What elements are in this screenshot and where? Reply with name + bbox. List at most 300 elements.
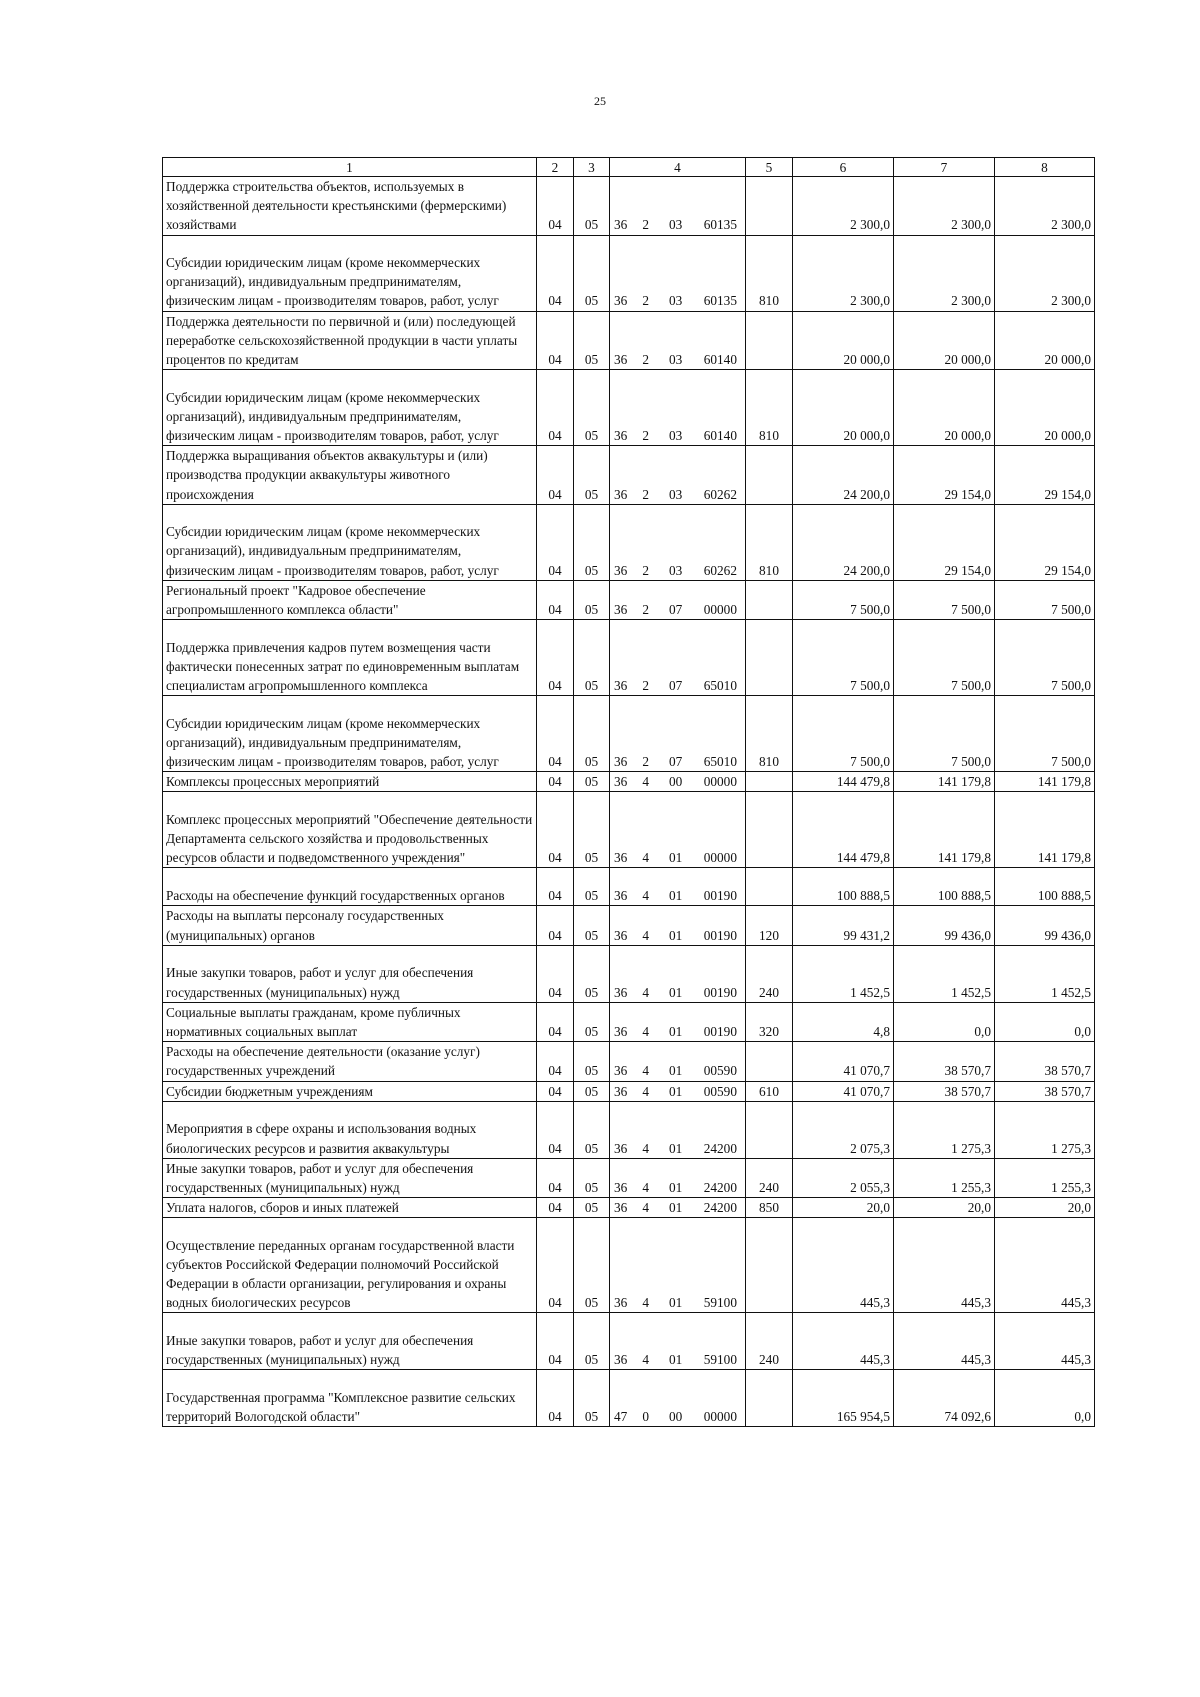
amount-col-8: 20 000,0: [995, 370, 1095, 446]
amount-col-6: 2 300,0: [793, 177, 894, 236]
target-article-part: 36: [614, 1352, 628, 1368]
target-article-code: [610, 1198, 746, 1218]
amount-col-6: 7 500,0: [793, 696, 894, 772]
amount-col-7: 2 300,0: [894, 177, 995, 236]
section-code: 04: [537, 504, 574, 580]
amount-col-8: 1 452,5: [995, 945, 1095, 1002]
target-article-part: 36: [614, 1180, 628, 1196]
expense-type-code: 320: [746, 1002, 793, 1041]
expense-type-code: 810: [746, 504, 793, 580]
target-article-part: 01: [669, 1180, 683, 1196]
subsection-code: 05: [574, 1158, 610, 1197]
target-article-code: [610, 1101, 746, 1158]
target-article-code: [610, 311, 746, 370]
target-article-part: 65010: [703, 754, 737, 770]
table-row: [163, 868, 1095, 906]
target-article-part: 36: [614, 1295, 628, 1311]
target-article-part: 4: [642, 774, 649, 790]
target-article-part: 03: [669, 562, 683, 578]
target-article-code: [610, 1313, 746, 1370]
expense-type-code: [746, 1370, 793, 1427]
amount-col-6: 4,8: [793, 1002, 894, 1041]
amount-col-6: 41 070,7: [793, 1081, 894, 1101]
target-article-part: 4: [642, 1180, 649, 1196]
section-code: 04: [537, 620, 574, 696]
target-article-code: [610, 620, 746, 696]
expense-type-code: [746, 1218, 793, 1313]
table-row: [163, 235, 1095, 311]
amount-col-8: 0,0: [995, 1002, 1095, 1041]
row-name: Расходы на обеспечение деятельности (оказание услуг) государственных учреждений: [163, 1042, 537, 1081]
row-name: Региональный проект "Кадровое обеспечение агропромышленного комплекса области": [163, 580, 537, 619]
target-article-part: 36: [614, 217, 628, 233]
header-row: [163, 158, 1095, 177]
amount-col-6: 144 479,8: [793, 772, 894, 792]
row-name: Иные закупки товаров, работ и услуг для обеспечения государственных (муниципальных) нужд: [163, 1158, 537, 1197]
amount-col-7: 20 000,0: [894, 370, 995, 446]
table-row: [163, 1218, 1095, 1313]
amount-col-8: 445,3: [995, 1313, 1095, 1370]
expense-type-code: [746, 580, 793, 619]
target-article-part: 24200: [703, 1180, 737, 1196]
target-article-part: 2: [642, 293, 649, 309]
target-article-part: 36: [614, 850, 628, 866]
subsection-code: 05: [574, 446, 610, 505]
amount-col-8: 141 179,8: [995, 772, 1095, 792]
target-article-code: [610, 1002, 746, 1041]
target-article-part: 4: [642, 1352, 649, 1368]
target-article-part: 36: [614, 1083, 628, 1099]
table-row: [163, 620, 1095, 696]
subsection-code: 05: [574, 311, 610, 370]
section-code: 04: [537, 1158, 574, 1197]
section-code: 04: [537, 370, 574, 446]
amount-col-7: 99 436,0: [894, 906, 995, 945]
section-code: 04: [537, 1081, 574, 1101]
row-name: Субсидии юридическим лицам (кроме некоммерческих организаций), индивидуальным предпринимателям, физическим лицам - производителям товаров, работ, услуг: [163, 504, 537, 580]
amount-col-7: 7 500,0: [894, 696, 995, 772]
target-article-part: 60140: [703, 428, 737, 444]
expense-type-code: 240: [746, 945, 793, 1002]
amount-col-6: 24 200,0: [793, 504, 894, 580]
amount-col-7: 38 570,7: [894, 1042, 995, 1081]
row-name: Иные закупки товаров, работ и услуг для обеспечения государственных (муниципальных) нужд: [163, 945, 537, 1002]
target-article-part: 00000: [703, 602, 737, 618]
amount-col-7: 29 154,0: [894, 446, 995, 505]
subsection-code: 05: [574, 906, 610, 945]
section-code: 04: [537, 311, 574, 370]
subsection-code: 05: [574, 1002, 610, 1041]
target-article-part: 2: [642, 678, 649, 694]
target-article-part: 01: [669, 850, 683, 866]
amount-col-8: 20,0: [995, 1198, 1095, 1218]
target-article-part: 36: [614, 562, 628, 578]
target-article-part: 4: [642, 888, 649, 904]
table-row: [163, 1101, 1095, 1158]
table-row: [163, 1198, 1095, 1218]
section-code: 04: [537, 1313, 574, 1370]
amount-col-6: 2 075,3: [793, 1101, 894, 1158]
target-article-code: [610, 772, 746, 792]
row-name: Иные закупки товаров, работ и услуг для обеспечения государственных (муниципальных) нужд: [163, 1313, 537, 1370]
target-article-part: 36: [614, 984, 628, 1000]
target-article-code: [610, 792, 746, 868]
amount-col-7: 445,3: [894, 1313, 995, 1370]
amount-col-7: 29 154,0: [894, 504, 995, 580]
row-name: Комплекс процессных мероприятий "Обеспечение деятельности Департамента сельского хозяйства и продовольственных ресурсов области и подведомственного учреждения": [163, 792, 537, 868]
target-article-code: [610, 446, 746, 505]
target-article-part: 2: [642, 562, 649, 578]
target-article-part: 00000: [703, 850, 737, 866]
row-name: Комплексы процессных мероприятий: [163, 772, 537, 792]
target-article-part: 36: [614, 774, 628, 790]
amount-col-6: 41 070,7: [793, 1042, 894, 1081]
amount-col-8: 0,0: [995, 1370, 1095, 1427]
subsection-code: 05: [574, 1198, 610, 1218]
table-row: [163, 177, 1095, 236]
table-row: [163, 446, 1095, 505]
target-article-code: [610, 580, 746, 619]
amount-col-8: 99 436,0: [995, 906, 1095, 945]
expense-type-code: [746, 620, 793, 696]
section-code: 04: [537, 580, 574, 619]
target-article-code: [610, 504, 746, 580]
amount-col-8: 2 300,0: [995, 177, 1095, 236]
amount-col-7: 7 500,0: [894, 580, 995, 619]
section-code: 04: [537, 906, 574, 945]
amount-col-8: 7 500,0: [995, 696, 1095, 772]
target-article-part: 4: [642, 1063, 649, 1079]
target-article-part: 01: [669, 984, 683, 1000]
expense-type-code: [746, 772, 793, 792]
section-code: 04: [537, 177, 574, 236]
target-article-part: 4: [642, 1200, 649, 1216]
section-code: 04: [537, 945, 574, 1002]
expense-type-code: 240: [746, 1313, 793, 1370]
row-name: Поддержка деятельности по первичной и (или) последующей переработке сельскохозяйственной продукции в части уплаты процентов по кредитам: [163, 311, 537, 370]
amount-col-7: 1 452,5: [894, 945, 995, 1002]
amount-col-8: 7 500,0: [995, 580, 1095, 619]
target-article-code: [610, 1370, 746, 1427]
amount-col-6: 100 888,5: [793, 868, 894, 906]
expense-type-code: [746, 868, 793, 906]
amount-col-8: 141 179,8: [995, 792, 1095, 868]
section-code: 04: [537, 1002, 574, 1041]
target-article-part: 00000: [703, 1409, 737, 1425]
amount-col-8: 1 255,3: [995, 1158, 1095, 1197]
target-article-part: 24200: [703, 1140, 737, 1156]
target-article-part: 07: [669, 602, 683, 618]
target-article-part: 03: [669, 217, 683, 233]
expense-type-code: [746, 792, 793, 868]
amount-col-8: 100 888,5: [995, 868, 1095, 906]
target-article-part: 01: [669, 927, 683, 943]
expense-type-code: 850: [746, 1198, 793, 1218]
row-name: Поддержка выращивания объектов аквакультуры и (или) производства продукции аквакультуры животного происхождения: [163, 446, 537, 505]
page-number: 25: [594, 94, 606, 108]
target-article-part: 00590: [703, 1083, 737, 1099]
section-code: 04: [537, 772, 574, 792]
target-article-part: 07: [669, 678, 683, 694]
subsection-code: 05: [574, 620, 610, 696]
expense-type-code: [746, 1101, 793, 1158]
expense-type-code: [746, 177, 793, 236]
subsection-code: 05: [574, 580, 610, 619]
table-row: [163, 1042, 1095, 1081]
subsection-code: 05: [574, 868, 610, 906]
amount-col-8: 445,3: [995, 1218, 1095, 1313]
header-cell: 5: [746, 158, 793, 177]
target-article-part: 03: [669, 352, 683, 368]
table-row: [163, 945, 1095, 1002]
subsection-code: 05: [574, 1370, 610, 1427]
target-article-part: 36: [614, 486, 628, 502]
target-article-part: 36: [614, 428, 628, 444]
row-name: Государственная программа "Комплексное развитие сельских территорий Вологодской области": [163, 1370, 537, 1427]
target-article-part: 36: [614, 888, 628, 904]
table-row: [163, 1002, 1095, 1041]
target-article-part: 4: [642, 850, 649, 866]
expense-type-code: [746, 311, 793, 370]
amount-col-6: 99 431,2: [793, 906, 894, 945]
target-article-part: 60262: [703, 486, 737, 502]
target-article-part: 0: [642, 1409, 649, 1425]
expense-type-code: [746, 446, 793, 505]
amount-col-7: 2 300,0: [894, 235, 995, 311]
section-code: 04: [537, 792, 574, 868]
target-article-part: 2: [642, 754, 649, 770]
amount-col-7: 20,0: [894, 1198, 995, 1218]
expense-type-code: [746, 1042, 793, 1081]
section-code: 04: [537, 235, 574, 311]
target-article-code: [610, 235, 746, 311]
target-article-part: 36: [614, 927, 628, 943]
target-article-part: 01: [669, 888, 683, 904]
target-article-part: 36: [614, 754, 628, 770]
header-cell: 8: [995, 158, 1095, 177]
amount-col-8: 7 500,0: [995, 620, 1095, 696]
subsection-code: 05: [574, 772, 610, 792]
section-code: 04: [537, 696, 574, 772]
budget-table: [162, 157, 1095, 1427]
table-row: [163, 311, 1095, 370]
section-code: 04: [537, 1198, 574, 1218]
subsection-code: 05: [574, 235, 610, 311]
row-name: Поддержка строительства объектов, используемых в хозяйственной деятельности крестьянскими (фермерскими) хозяйствами: [163, 177, 537, 236]
target-article-part: 00590: [703, 1063, 737, 1079]
target-article-part: 2: [642, 428, 649, 444]
amount-col-7: 1 255,3: [894, 1158, 995, 1197]
row-name: Социальные выплаты гражданам, кроме публичных нормативных социальных выплат: [163, 1002, 537, 1041]
target-article-part: 00: [669, 1409, 683, 1425]
table-row: [163, 580, 1095, 619]
target-article-part: 2: [642, 217, 649, 233]
target-article-part: 01: [669, 1200, 683, 1216]
target-article-code: [610, 1218, 746, 1313]
header-cell: 7: [894, 158, 995, 177]
amount-col-6: 7 500,0: [793, 580, 894, 619]
section-code: 04: [537, 1042, 574, 1081]
table-row: [163, 792, 1095, 868]
table-row: [163, 1370, 1095, 1427]
amount-col-6: 2 300,0: [793, 235, 894, 311]
amount-col-8: 38 570,7: [995, 1081, 1095, 1101]
target-article-part: 2: [642, 352, 649, 368]
target-article-part: 01: [669, 1083, 683, 1099]
amount-col-6: 24 200,0: [793, 446, 894, 505]
target-article-part: 36: [614, 352, 628, 368]
target-article-part: 4: [642, 1083, 649, 1099]
amount-col-8: 29 154,0: [995, 446, 1095, 505]
amount-col-7: 445,3: [894, 1218, 995, 1313]
target-article-part: 59100: [703, 1295, 737, 1311]
target-article-part: 65010: [703, 678, 737, 694]
target-article-part: 60262: [703, 562, 737, 578]
target-article-part: 00190: [703, 1024, 737, 1040]
target-article-part: 01: [669, 1295, 683, 1311]
section-code: 04: [537, 1101, 574, 1158]
amount-col-6: 20 000,0: [793, 311, 894, 370]
amount-col-7: 1 275,3: [894, 1101, 995, 1158]
amount-col-6: 165 954,5: [793, 1370, 894, 1427]
amount-col-8: 1 275,3: [995, 1101, 1095, 1158]
amount-col-8: 38 570,7: [995, 1042, 1095, 1081]
table-row: [163, 1158, 1095, 1197]
target-article-part: 36: [614, 293, 628, 309]
amount-col-7: 100 888,5: [894, 868, 995, 906]
table-row: [163, 1081, 1095, 1101]
target-article-part: 01: [669, 1352, 683, 1368]
target-article-part: 01: [669, 1140, 683, 1156]
amount-col-7: 141 179,8: [894, 792, 995, 868]
subsection-code: 05: [574, 370, 610, 446]
target-article-part: 60135: [703, 217, 737, 233]
amount-col-6: 2 055,3: [793, 1158, 894, 1197]
subsection-code: 05: [574, 1101, 610, 1158]
amount-col-6: 445,3: [793, 1218, 894, 1313]
subsection-code: 05: [574, 1081, 610, 1101]
header-cell: 3: [574, 158, 610, 177]
header-cell: 2: [537, 158, 574, 177]
amount-col-8: 20 000,0: [995, 311, 1095, 370]
table-row: [163, 772, 1095, 792]
target-article-part: 01: [669, 1024, 683, 1040]
target-article-part: 03: [669, 428, 683, 444]
amount-col-8: 2 300,0: [995, 235, 1095, 311]
row-name: Субсидии бюджетным учреждениям: [163, 1081, 537, 1101]
expense-type-code: 810: [746, 235, 793, 311]
row-name: Поддержка привлечения кадров путем возмещения части фактически понесенных затрат по единовременным выплатам специалистам агропромышленного комплекса: [163, 620, 537, 696]
target-article-part: 07: [669, 754, 683, 770]
target-article-part: 36: [614, 1140, 628, 1156]
header-cell: 4: [610, 158, 746, 177]
target-article-part: 2: [642, 602, 649, 618]
amount-col-7: 20 000,0: [894, 311, 995, 370]
target-article-part: 36: [614, 1200, 628, 1216]
subsection-code: 05: [574, 945, 610, 1002]
amount-col-6: 7 500,0: [793, 620, 894, 696]
section-code: 04: [537, 1218, 574, 1313]
amount-col-6: 20 000,0: [793, 370, 894, 446]
amount-col-7: 141 179,8: [894, 772, 995, 792]
target-article-part: 59100: [703, 1352, 737, 1368]
target-article-part: 36: [614, 1063, 628, 1079]
amount-col-8: 29 154,0: [995, 504, 1095, 580]
expense-type-code: 810: [746, 696, 793, 772]
table-row: [163, 696, 1095, 772]
target-article-part: 36: [614, 602, 628, 618]
amount-col-7: 7 500,0: [894, 620, 995, 696]
target-article-part: 47: [614, 1409, 628, 1425]
expense-type-code: 240: [746, 1158, 793, 1197]
target-article-code: [610, 906, 746, 945]
row-name: Расходы на выплаты персоналу государственных (муниципальных) органов: [163, 906, 537, 945]
target-article-part: 00190: [703, 888, 737, 904]
row-name: Мероприятия в сфере охраны и использования водных биологических ресурсов и развития аквакультуры: [163, 1101, 537, 1158]
target-article-code: [610, 1158, 746, 1197]
amount-col-7: 0,0: [894, 1002, 995, 1041]
row-name: Субсидии юридическим лицам (кроме некоммерческих организаций), индивидуальным предпринимателям, физическим лицам - производителям товаров, работ, услуг: [163, 370, 537, 446]
amount-col-6: 1 452,5: [793, 945, 894, 1002]
header-cell: 1: [163, 158, 537, 177]
subsection-code: 05: [574, 1313, 610, 1370]
target-article-part: 4: [642, 1140, 649, 1156]
amount-col-6: 20,0: [793, 1198, 894, 1218]
table-row: [163, 1313, 1095, 1370]
amount-col-6: 144 479,8: [793, 792, 894, 868]
table-row: [163, 504, 1095, 580]
target-article-part: 60135: [703, 293, 737, 309]
section-code: 04: [537, 868, 574, 906]
target-article-part: 36: [614, 1024, 628, 1040]
target-article-code: [610, 696, 746, 772]
subsection-code: 05: [574, 177, 610, 236]
target-article-part: 03: [669, 293, 683, 309]
header-cell: 6: [793, 158, 894, 177]
target-article-part: 4: [642, 1295, 649, 1311]
table-row: [163, 906, 1095, 945]
target-article-part: 00190: [703, 984, 737, 1000]
row-name: Осуществление переданных органам государственной власти субъектов Российской Федерации полномочий Российской Федерации в области организации, регулирования и охраны водных биологических ресурсов: [163, 1218, 537, 1313]
amount-col-7: 74 092,6: [894, 1370, 995, 1427]
subsection-code: 05: [574, 504, 610, 580]
target-article-code: [610, 868, 746, 906]
target-article-part: 4: [642, 984, 649, 1000]
section-code: 04: [537, 446, 574, 505]
target-article-code: [610, 1042, 746, 1081]
subsection-code: 05: [574, 1218, 610, 1313]
table-row: [163, 370, 1095, 446]
expense-type-code: 610: [746, 1081, 793, 1101]
target-article-part: 36: [614, 678, 628, 694]
subsection-code: 05: [574, 696, 610, 772]
target-article-part: 4: [642, 927, 649, 943]
target-article-part: 24200: [703, 1200, 737, 1216]
target-article-part: 00190: [703, 927, 737, 943]
expense-type-code: 810: [746, 370, 793, 446]
section-code: 04: [537, 1370, 574, 1427]
subsection-code: 05: [574, 792, 610, 868]
row-name: Уплата налогов, сборов и иных платежей: [163, 1198, 537, 1218]
target-article-part: 01: [669, 1063, 683, 1079]
row-name: Субсидии юридическим лицам (кроме некоммерческих организаций), индивидуальным предпринимателям, физическим лицам - производителям товаров, работ, услуг: [163, 235, 537, 311]
target-article-part: 03: [669, 486, 683, 502]
target-article-part: 4: [642, 1024, 649, 1040]
target-article-code: [610, 370, 746, 446]
amount-col-7: 38 570,7: [894, 1081, 995, 1101]
expense-type-code: 120: [746, 906, 793, 945]
row-name: Расходы на обеспечение функций государственных органов: [163, 868, 537, 906]
